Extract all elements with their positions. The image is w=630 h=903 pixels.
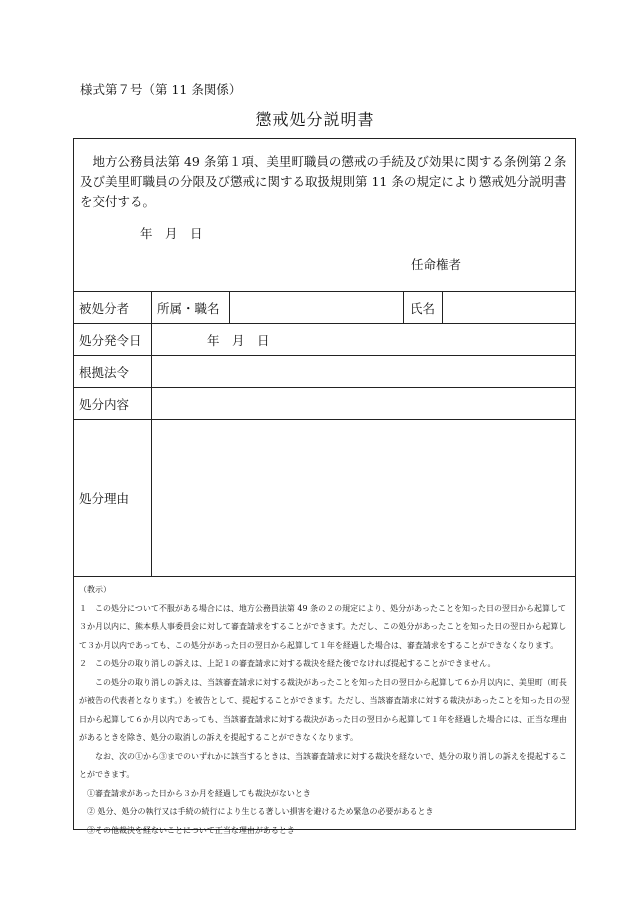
row-divider — [73, 387, 576, 388]
subject-label: 被処分者 — [79, 301, 130, 316]
note-item-1: １ この処分について不服がある場合には、地方公務員法第 49 条の２の規定により、処分があったことを知った日の翌日から起算して３か月以内に、熊本県人事委員会に対して審査請求をすることができます。ただし、この処分があったことを知った日の翌日から起算して３か月以内であっても、この処分があった日の翌日から起算して１年を経過した場合は、審査請求をすることができなくなります。 — [79, 603, 567, 650]
content-label: 処分内容 — [79, 397, 130, 412]
document-title: 懲戒処分説明書 — [255, 110, 375, 129]
form-number: 様式第７号（第 11 条関係） — [80, 82, 242, 97]
note-item-2-para-3: なお、次の①から③までのいずれかに該当するときは、当該審査請求に対する裁決を経ないで、処分の取り消しの訴えを提起することができます。 — [79, 751, 567, 779]
note-case-3: ③その他裁決を経ないことについて正当な理由があるとき — [87, 825, 295, 835]
affiliation-divider — [229, 291, 230, 323]
issue-date-value: 年 月 日 — [207, 333, 270, 348]
name-label-divider-left — [403, 291, 404, 323]
row-divider — [73, 355, 576, 356]
row-divider — [73, 291, 576, 292]
notes-heading: （教示） — [79, 585, 111, 594]
content-field[interactable] — [153, 389, 573, 417]
affiliation-field[interactable] — [231, 293, 401, 321]
instruction-notes — [79, 581, 573, 840]
row-divider — [73, 576, 576, 577]
note-case-1: ①審査請求があった日から３か月を経過しても裁決がないとき — [87, 788, 311, 798]
appointing-authority: 任命権者 — [411, 257, 462, 272]
note-item-2: ２ この処分の取り消しの訴えは、上記１の審査請求に対する裁決を経た後でなければ提起することができません。 — [79, 659, 496, 668]
note-case-2: ② 処分、処分の執行又は手続の続行により生じる著しい損害を避けるため緊急の必要があるとき — [87, 807, 434, 816]
reason-label: 処分理由 — [79, 491, 130, 506]
name-field[interactable] — [444, 293, 574, 321]
legal-basis-label: 根拠法令 — [79, 365, 130, 380]
issue-date-label: 処分発令日 — [79, 333, 142, 348]
issue-date: 年 月 日 — [140, 226, 203, 241]
label-column-divider — [151, 291, 152, 576]
row-divider — [73, 419, 576, 420]
name-label-divider-right — [442, 291, 443, 323]
affiliation-label: 所属・職名 — [157, 301, 220, 316]
preamble-text: 地方公務員法第 49 条第１項、美里町職員の懲戒の手続及び効果に関する条例第２条及び美里町職員の分限及び懲戒に関する取扱規則第 11 条の規定により懲戒処分説明書を交付する。 — [80, 154, 567, 209]
reason-field[interactable] — [153, 421, 573, 574]
note-item-2-para-2: この処分の取り消しの訴えは、当該審査請求に対する裁決があったことを知った日の翌日から起算して６か月以内に、美里町（町長が被告の代表者となります。）を被告として、提起することができます。ただし、当該審査請求に対する裁決があったことを知った日の翌日から起算して６か月以内であっても、当該審査請求に対する裁決があった日の翌日から起算して１年を経過した場合には、正当な理由があるときを除き、処分の取消しの訴えを提起することができなくなります。 — [79, 677, 570, 742]
name-label: 氏名 — [410, 301, 436, 316]
legal-basis-field[interactable] — [153, 357, 573, 385]
row-divider — [73, 323, 576, 324]
